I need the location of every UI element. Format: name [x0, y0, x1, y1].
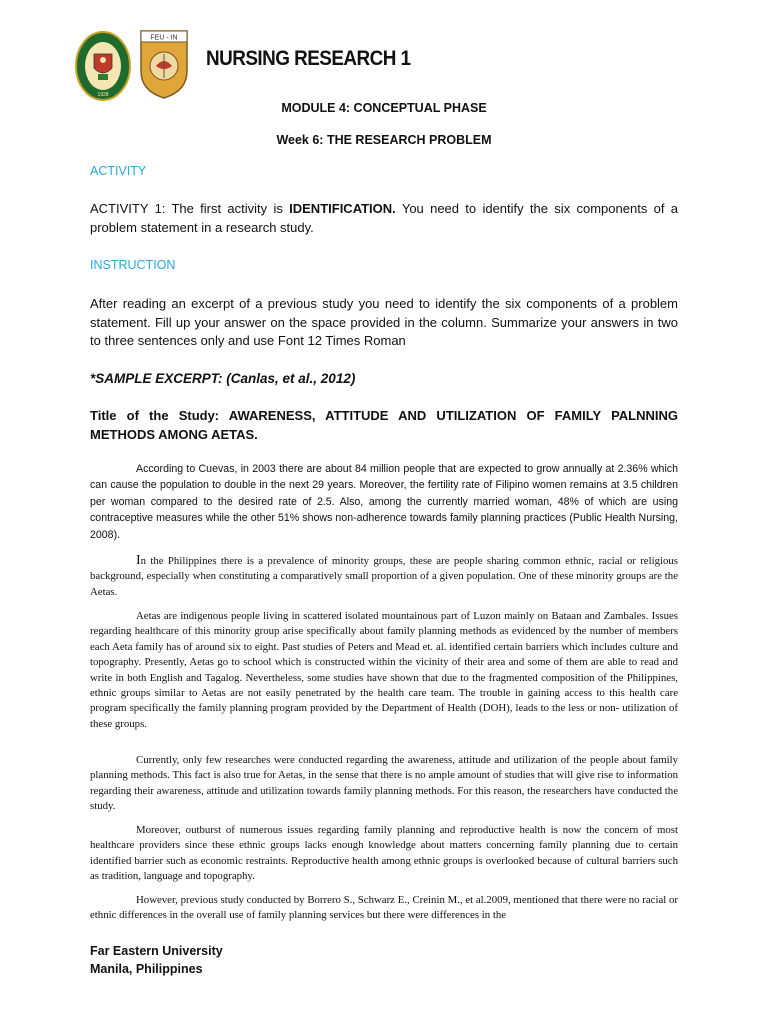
activity-heading: ACTIVITY [90, 164, 147, 178]
paragraph-2-text: n the Philippines there is a prevalence of minority groups, these are people sharing common ethnic, racial or religious background, especially when constituting a comparatively small proportion of a given population. One of these minority groups are the Aetas. [90, 555, 678, 598]
instruction-heading: INSTRUCTION [90, 258, 176, 272]
svg-text:FEU - IN: FEU - IN [150, 34, 178, 42]
activity-bold: IDENTIFICATION. [289, 201, 396, 216]
course-title: NURSING RESEARCH 1 [206, 47, 411, 70]
excerpt-paragraph-3: Aetas are indigenous people living in scattered isolated mountainous part of Luzon mainly on Bataan and Zambales. Issues regarding healthcare of this minority group arise specifically about family planning methods as evidenced by the number of members each Aeta family has of around six to eight. Past studies of Peters and Mead et. al. identified certain barriers which includes culture and topography. Presently, Aetas go to school which is constructed within the vicinity of their area and some of them are able to read and write in both English and Tagalog. Nevertheless, some studies have shown that due to the fragmented composition of the Philippines, ethnic groups similar to Aetas are not easily penetrated by the health care team. The trouble in gaining access to this health care program specifically the family planning program provided by the Department of Health (DOH), leads to the less or non- utilization of these groups. [90, 610, 678, 730]
activity-paragraph [90, 200, 678, 237]
instruction-paragraph: After reading an excerpt of a previous study you need to identify the six components of a problem statement. Fill up your answer on the space provided in the column. Summarize your answers in two to three sentences only and use Font 12 Times Roman [90, 296, 678, 348]
feu-seal-logo [74, 30, 132, 102]
week-heading: Week 6: THE RESEARCH PROBLEM [276, 133, 492, 147]
sample-excerpt-heading: *SAMPLE EXCERPT: (Canlas, et al., 2012) [90, 371, 356, 386]
module-heading: MODULE 4: CONCEPTUAL PHASE [281, 101, 487, 115]
footer-location: Manila, Philippines [90, 962, 203, 976]
excerpt-paragraph-2 [90, 553, 678, 600]
excerpt-paragraph-4: Currently, only few researches were conducted regarding the awareness, attitude and utilization of the people about family planning methods. This fact is also true for Aetas, in the sense that there is no ample amount of studies that will give rise to information regarding their awareness, attitude and utilization towards family planning methods. For this reason, the researchers have conducted the study. [90, 754, 678, 813]
activity-prefix: ACTIVITY 1: The first activity is [90, 201, 290, 216]
drop-cap: I [136, 553, 141, 568]
excerpt-paragraph-1: According to Cuevas, in 2003 there are about 84 million people that are expected to grow annually at 2.36% which can cause the population to double in the next 29 years. Moreover, the fertility rate of Filipino women remains at 3.5 children per woman compared to the desired rate of 2.5. Also, among the currently married woman, 48% of which are using contraceptive measures while the other 51% shows non-adherence towards family planning practices (Public Health Nursing, 2008). [90, 463, 678, 541]
excerpt-paragraph-6: However, previous study conducted by Borrero S., Schwarz E., Creinin M., et al.2009, mentioned that there were no racial or ethnic differences in the overall use of family planning services but there were differences in the [90, 894, 678, 922]
footer-university: Far Eastern University [90, 944, 223, 958]
activity-suffix: You need to identify the six components of a problem statement in a research study. [90, 201, 678, 235]
feu-in-shield-logo [138, 28, 190, 100]
study-title: Title of the Study: AWARENESS, ATTITUDE AND UTILIZATION OF FAMILY PALNNING METHODS AMONG AETAS. [90, 408, 678, 442]
excerpt-paragraph-5: Moreover, outburst of numerous issues regarding family planning and reproductive health is now the concern of most healthcare providers since these ethnic groups lacks enough knowledge about matters concerning family planning due to certain identified barrier such as economic restraints. Reproductive health among ethnic groups is overlooked because of cultural barriers such as tradition, language and topography. [90, 824, 678, 883]
svg-text:1928: 1928 [97, 92, 109, 98]
document-header [74, 24, 694, 104]
